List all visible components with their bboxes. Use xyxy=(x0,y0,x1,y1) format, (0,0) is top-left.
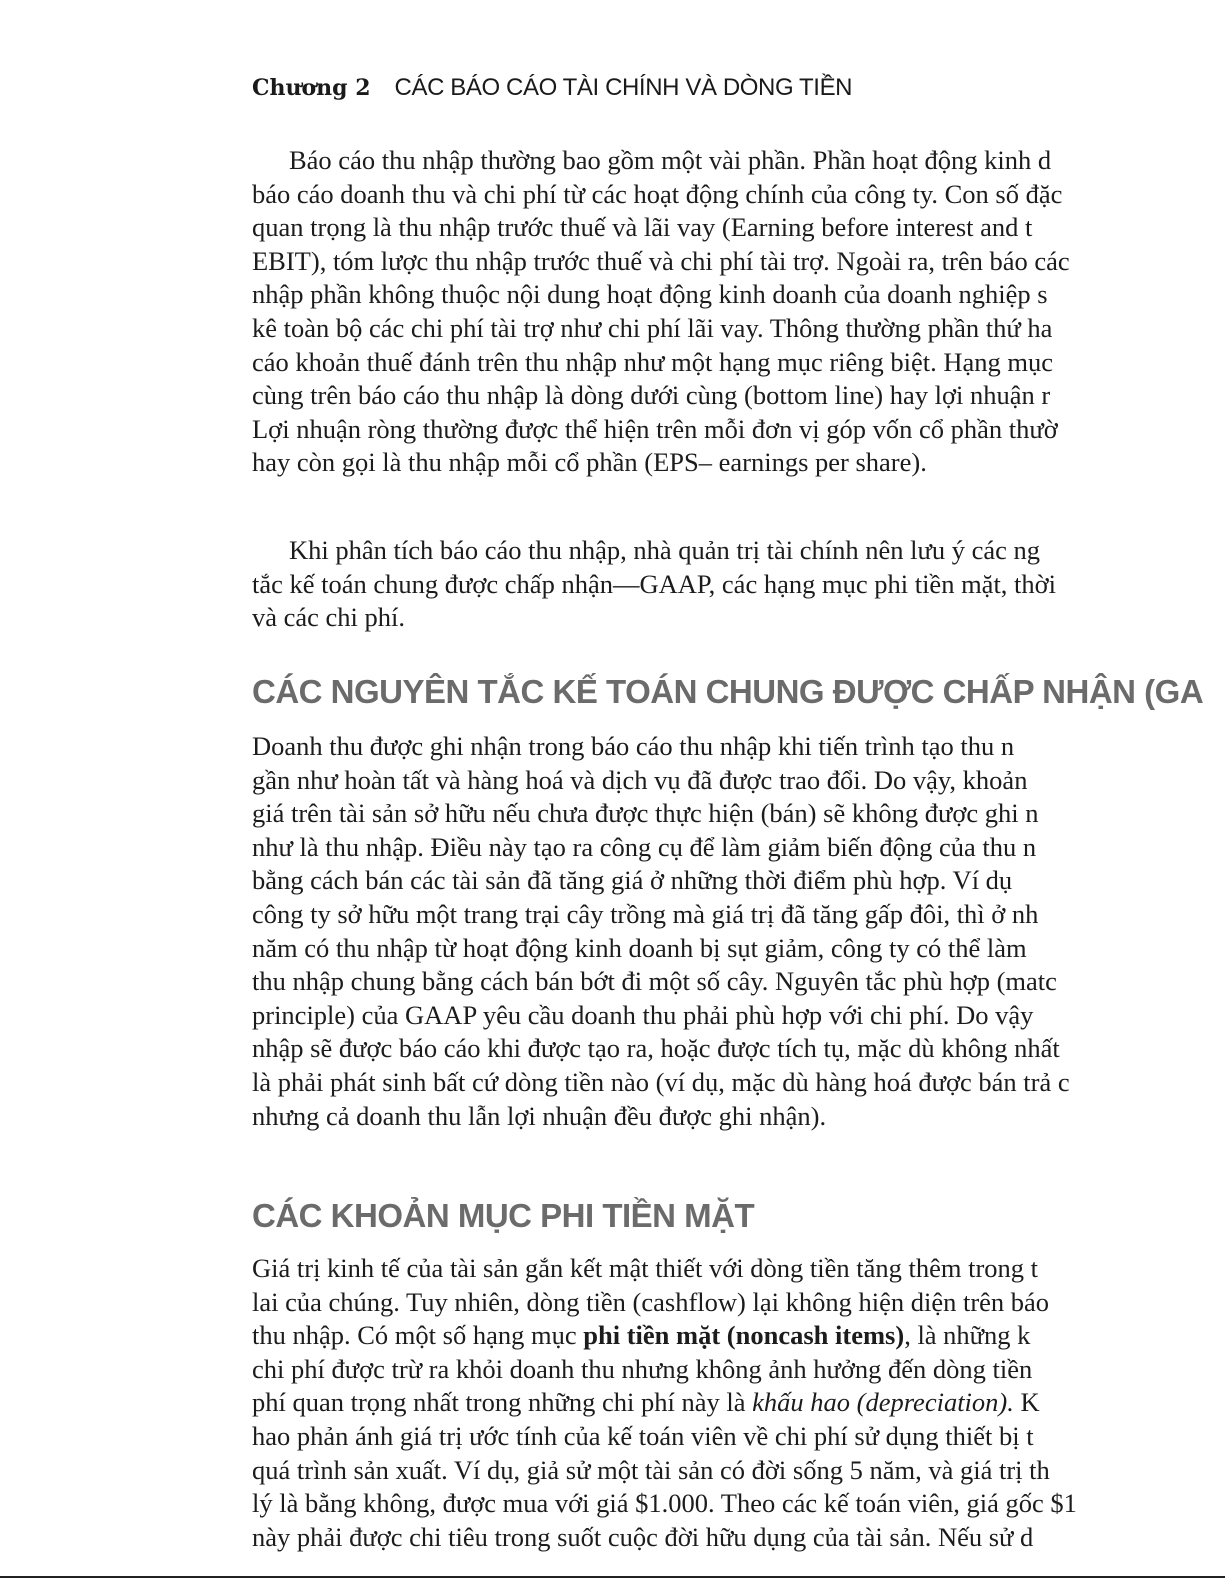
text-line: năm có thu nhập từ hoạt động kinh doanh bị sụt giảm, công ty có thể làm xyxy=(252,932,1027,963)
chapter-title: CÁC BÁO CÁO TÀI CHÍNH VÀ DÒNG TIỀN xyxy=(394,74,853,101)
text-line: quá trình sản xuất. Ví dụ, giả sử một tài sản có đời sống 5 năm, và giá trị th xyxy=(252,1454,1050,1485)
paragraph-noncash xyxy=(252,1252,1225,1554)
text-line: quan trọng là thu nhập trước thuế và lãi vay (Earning before interest and t xyxy=(252,212,1033,243)
text-line: lai của chúng. Tuy nhiên, dòng tiền (cashflow) lại không hiện diện trên báo xyxy=(252,1286,1050,1317)
text-line: gần như hoàn tất và hàng hoá và dịch vụ đã được trao đổi. Do vậy, khoản xyxy=(252,764,1028,795)
text-line: báo cáo doanh thu và chi phí từ các hoạt động chính của công ty. Con số đặc xyxy=(252,178,1063,209)
paragraph-gaap xyxy=(252,730,1225,1133)
text-line xyxy=(252,1386,1225,1420)
text-run: thu nhập. Có một số hạng mục xyxy=(252,1320,584,1351)
text-line: giá trên tài sản sở hữu nếu chưa được thực hiện (bán) sẽ không được ghi n xyxy=(252,798,1039,829)
paragraph-income-statement xyxy=(252,144,1225,480)
paragraph-analysis-notes xyxy=(252,534,1225,635)
bold-term: phi tiền mặt (noncash items) xyxy=(583,1320,905,1351)
section-heading-noncash: CÁC KHOẢN MỤC PHI TIỀN MẶT xyxy=(252,1197,755,1234)
text-line: cáo khoản thuế đánh trên thu nhập như một hạng mục riêng biệt. Hạng mục xyxy=(252,346,1054,377)
text-line: kê toàn bộ các chi phí tài trợ như chi phí lãi vay. Thông thường phần thứ ha xyxy=(252,312,1053,343)
text-line: hay còn gọi là thu nhập mỗi cổ phần (EPS– earnings per share). xyxy=(252,447,927,478)
text-line: Giá trị kinh tế của tài sản gắn kết mật thiết với dòng tiền tăng thêm trong t xyxy=(252,1253,1039,1283)
document-page xyxy=(252,0,1225,1585)
text-line: này phải được chi tiêu trong suốt cuộc đời hữu dụng của tài sản. Nếu sử d xyxy=(252,1521,1034,1552)
text-line: principle) của GAAP yêu cầu doanh thu phải phù hợp với chi phí. Do vậy xyxy=(252,999,1034,1030)
text-line: hao phản ánh giá trị ước tính của kế toán viên về chi phí sử dụng thiết bị t xyxy=(252,1420,1034,1451)
text-line: và các chi phí. xyxy=(252,602,406,633)
text-line: bằng cách bán các tài sản đã tăng giá ở những thời điểm phù hợp. Ví dụ xyxy=(252,865,1013,896)
text-line: chi phí được trừ ra khỏi doanh thu nhưng không ảnh hưởng đến dòng tiền xyxy=(252,1353,1033,1384)
text-line: nhập phần không thuộc nội dung hoạt động kinh doanh của doanh nghiệp s xyxy=(252,279,1048,310)
text-line: nhập sẽ được báo cáo khi được tạo ra, hoặc được tích tụ, mặc dù không nhất xyxy=(252,1033,1060,1064)
chapter-number: Chương 2 xyxy=(252,75,371,101)
section-heading-gaap: CÁC NGUYÊN TẮC KẾ TOÁN CHUNG ĐƯỢC CHẤP NHẬN (GA xyxy=(252,673,1204,710)
text-line: Báo cáo thu nhập thường bao gồm một vài phần. Phần hoạt động kinh d xyxy=(289,145,1052,175)
bottom-divider xyxy=(0,1576,1225,1578)
text-line: lý là bằng không, được mua với giá $1.000. Theo các kế toán viên, giá gốc $1 xyxy=(252,1488,1077,1519)
text-line: tắc kế toán chung được chấp nhận—GAAP, các hạng mục phi tiền mặt, thời xyxy=(252,568,1057,599)
text-line: như là thu nhập. Điều này tạo ra công cụ để làm giảm biến động của thu n xyxy=(252,831,1037,862)
text-run: K xyxy=(1013,1387,1040,1418)
text-line: là phải phát sinh bất cứ dòng tiền nào (ví dụ, mặc dù hàng hoá được bán trả c xyxy=(252,1066,1070,1097)
text-run: , là những k xyxy=(904,1320,1031,1351)
text-line: công ty sở hữu một trang trại cây trồng mà giá trị đã tăng gấp đôi, thì ở nh xyxy=(252,898,1039,929)
text-line: nhưng cả doanh thu lẫn lợi nhuận đều được ghi nhận). xyxy=(252,1100,827,1131)
text-run: phí quan trọng nhất trong những chi phí này là xyxy=(252,1387,753,1418)
text-line: Lợi nhuận ròng thường được thể hiện trên mỗi đơn vị góp vốn cổ phần thườ xyxy=(252,413,1058,444)
running-header xyxy=(252,74,852,102)
text-line: EBIT), tóm lược thu nhập trước thuế và chi phí tài trợ. Ngoài ra, trên báo các xyxy=(252,245,1070,276)
text-line: thu nhập chung bằng cách bán bớt đi một số cây. Nguyên tắc phù hợp (matc xyxy=(252,966,1057,997)
italic-term: khấu hao (depreciation). xyxy=(752,1387,1014,1418)
text-line: cùng trên báo cáo thu nhập là dòng dưới cùng (bottom line) hay lợi nhuận r xyxy=(252,380,1051,411)
text-line xyxy=(252,1319,1225,1353)
text-line: Khi phân tích báo cáo thu nhập, nhà quản trị tài chính nên lưu ý các ng xyxy=(289,535,1040,565)
text-line: Doanh thu được ghi nhận trong báo cáo thu nhập khi tiến trình tạo thu n xyxy=(252,731,1015,761)
